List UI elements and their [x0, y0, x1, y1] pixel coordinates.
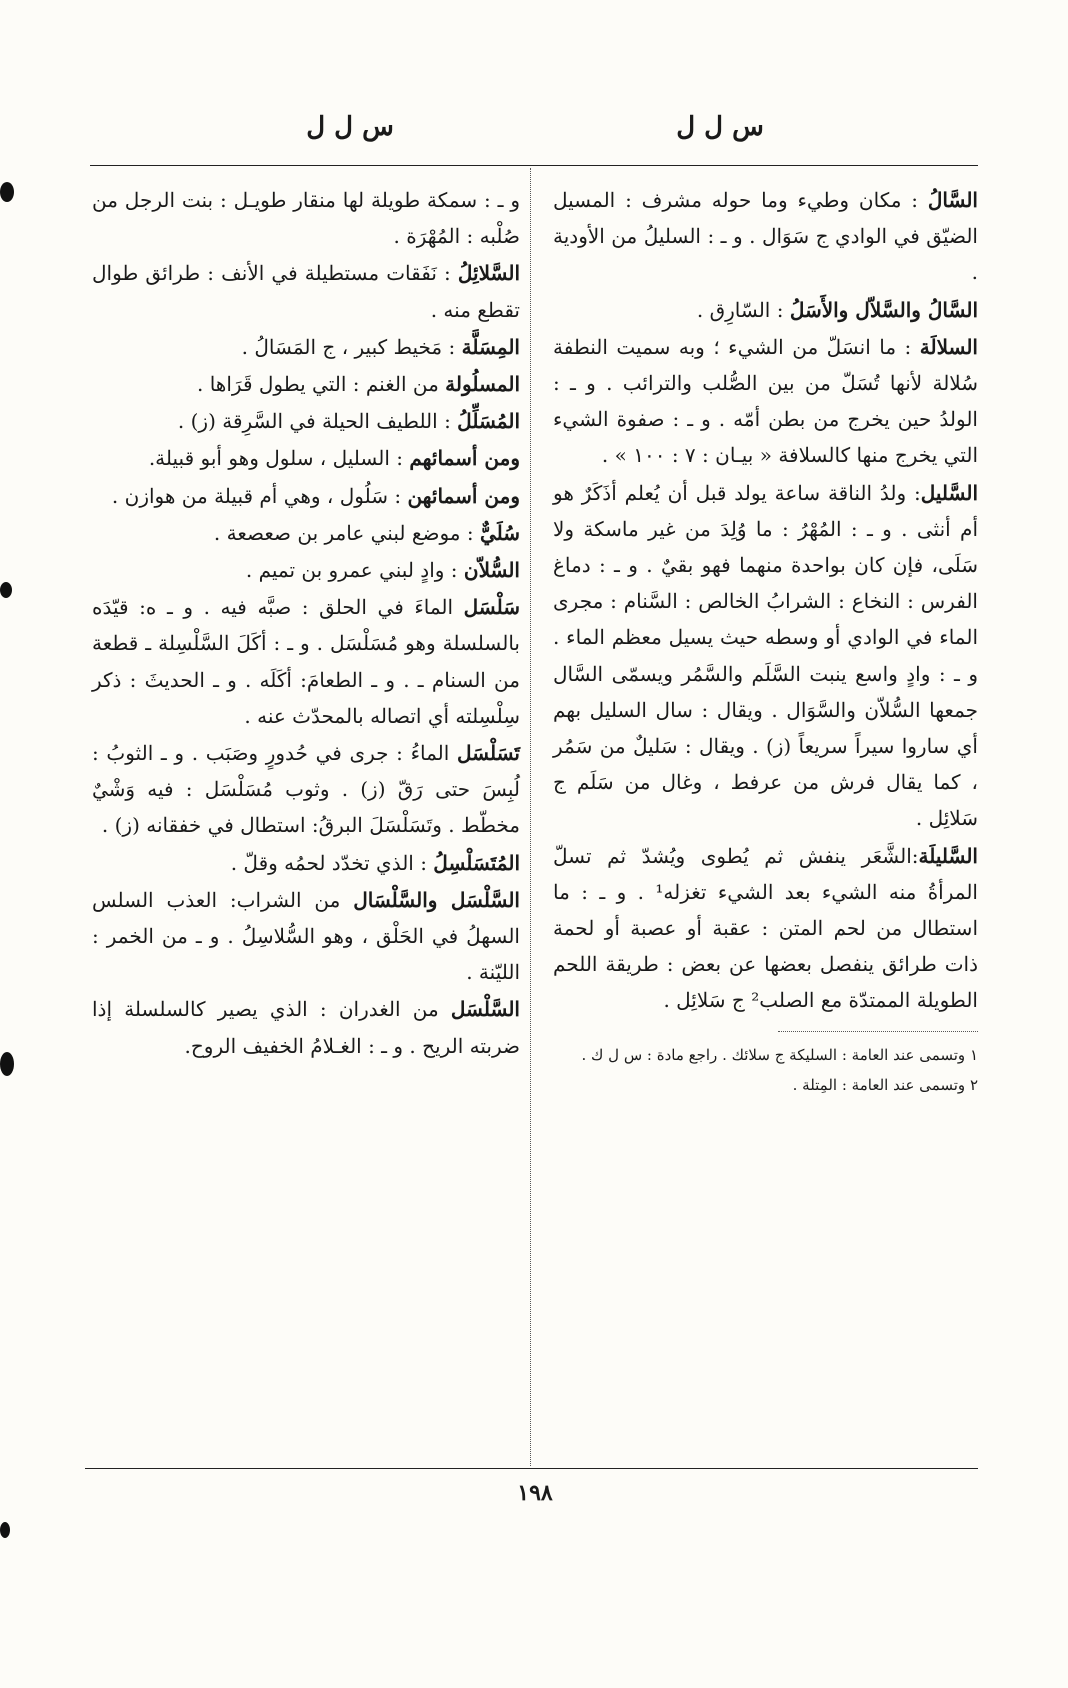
- definition: من الغدران : الذي يصير كالسلسلة إذا ضربته الريح . و ـ : الغـلامُ الخفيف الروح.: [92, 997, 520, 1058]
- headword: السَّليل: [920, 480, 978, 505]
- scan-blot: [0, 1052, 14, 1076]
- definition: : السّارِق .: [696, 297, 790, 322]
- definition: : نَفَقات مستطيلة في الأنف : طرائق طوال تقطع منه .: [92, 261, 520, 322]
- entry: [92, 182, 520, 254]
- entry: [92, 991, 520, 1063]
- entry: [553, 475, 978, 837]
- entry: [92, 552, 520, 588]
- definition: من الغنم : التي يطول قَرَاها .: [197, 372, 446, 397]
- headword: السَّالُ: [927, 188, 978, 212]
- headword: تَسَلْسَل: [456, 741, 520, 766]
- headword: السَّلْسَل: [450, 997, 520, 1022]
- headword: السُّلاّن: [463, 558, 520, 583]
- right-column: [553, 182, 978, 1100]
- definition: : مكان وطيء وما حوله مشرف : المسيل الضيّق في الوادي ج سَوَال . و ـ : السليلُ من الأودية .: [553, 188, 978, 285]
- definition: : اللطيف الحيلة في السَّرِقة (ز) .: [177, 409, 458, 434]
- headword: سَلْسَل: [463, 595, 520, 620]
- entry: [92, 403, 520, 439]
- scan-blot: [0, 182, 14, 202]
- definition: : مَخيط كبير ، ج المَسَالُ .: [241, 334, 462, 359]
- running-header-left: س ل ل: [306, 112, 394, 142]
- definition: : السليل ، سلول وهو أبو قبيلة.: [148, 446, 410, 471]
- headword: السَّلائِلُ: [457, 261, 520, 286]
- headword: المِسَلَّة: [461, 334, 520, 359]
- definition: : وادٍ لبني عمرو بن تميم .: [245, 558, 464, 583]
- left-column: [92, 182, 520, 1065]
- definition: : الذي تخدّد لحمُه وقلّ .: [230, 850, 434, 875]
- headword: السَّالُ والسَّلاّل والأَسَلُ: [789, 297, 978, 322]
- entry: [92, 515, 520, 551]
- entry: [92, 882, 520, 991]
- entry: [553, 292, 978, 328]
- entry: [92, 440, 520, 476]
- headword: ومن أسمائهم: [409, 446, 520, 471]
- entry: [553, 838, 978, 1019]
- running-header-right: س ل ل: [676, 112, 764, 142]
- definition: و ـ : سمكة طويلة لها منقار طويـل : بنت الرجل من صُلْبه : المُهْرَة .: [92, 188, 520, 249]
- entry: [553, 182, 978, 291]
- definition: الماءَ في الحلق : صبَّه فيه . و ـ ه: قيّدَه بالسلسلة وهو مُسَلْسَل . و ـ : أكَلَ السَّلْسِلة ـ قطعة من السنام ـ . و ـ الطعامَ: أكَلَه . و ـ الحديثَ : ذكر سِلْسِلته أي اتصاله بالمحدّث عنه .: [92, 595, 520, 728]
- entry: [92, 589, 520, 734]
- definition: : ما انسَلّ من الشيء ؛ وبه سميت النطفة سُلالة لأنها تُسَلّ من بين الصُّلب والترائب . و ـ : الولدُ حين يخرج من بطن أمّه . و ـ : صفوة الشيء التي يخرج منها كالسلافة « بيـان : ٧ : ١٠٠ » .: [553, 334, 978, 468]
- top-rule: [90, 165, 978, 166]
- page-number: ١٩٨: [517, 1480, 553, 1506]
- headword: المُتَسَلْسِلُ: [433, 850, 520, 875]
- definition: الماءُ : جرى في حُدورٍ وصَبَب . و ـ الثوبُ : لُبِسَ حتى رَقّ (ز) . وثوب مُسَلْسَل : فيه وَشْيٌ مخطّط . وتَسَلْسَلَ البرقُ: استطال في خفقانه (ز) .: [92, 741, 520, 838]
- headword: السلالَة: [919, 334, 978, 359]
- definition: من الشراب: العذب السلس السهلُ في الحَلْق ، وهو السُّلاسِلُ . و ـ من الخمر : الليّنة .: [92, 887, 520, 985]
- headword: ومن أسمائهن: [407, 483, 520, 508]
- bottom-rule: [85, 1468, 978, 1469]
- entry: [92, 366, 520, 402]
- scan-blot: [0, 582, 12, 598]
- scan-blot: [0, 1522, 10, 1538]
- footnote-rule: [778, 1031, 978, 1032]
- entry: [92, 735, 520, 844]
- entry: [553, 329, 978, 474]
- definition: :الشَّعَر ينفش ثم يُطوى ويُشدّ ثم تسلّ المرأةُ منه الشيء بعد الشيء تغزله¹ . و ـ : ما استطال من لحم المتن : عقبة أو عصبة أو لحمة ذات طرائق ينفصل بعضها عن بعض : طريقة اللحم الطويلة الممتدّة مع الصلب² ج سَلائِل .: [553, 843, 978, 1013]
- definition: : موضع لبني عامر بن صعصعة .: [213, 520, 480, 545]
- footnote: ٢ وتسمى عند العامة : المِتلة .: [792, 1075, 978, 1094]
- entry: [92, 255, 520, 327]
- footnote: ١ وتسمى عند العامة : السليكة ج سلائك . راجع مادة : س ل ك .: [581, 1045, 978, 1064]
- column-divider: [530, 168, 531, 1466]
- headword: السَّلْسَل والسَّلْسَال: [353, 887, 520, 912]
- entry: [92, 329, 520, 365]
- headword: السَّليلَة: [918, 843, 978, 868]
- entry: [92, 478, 520, 514]
- headword: المسلُولة: [445, 372, 520, 397]
- definition: : سَلُول ، وهي أم قبيلة من هوازن .: [111, 483, 408, 508]
- definition: : ولدُ الناقة ساعة يولد قبل أن يُعلم أذَكَرٌ هو أم أنثى . و ـ : المُهْرُ : ما وُلِدَ من غير ماسكة ولا سَلَى، فإن كان بواحدة منهما فهو بقيٌ . و ـ : دماغ الفرس : النخاع : الشرابُ الخالص : السَّنام : مجرى الماء في الوادي أو وسطه حيث يسيل معظم الماء . و ـ : وادٍ واسع ينبت السَّلَم والسَّمُر ويسمّى السَّال جمعها السُّلاّن والسَّوَال . ويقال : سال السليل بهم أي ساروا سيراً سريعاً (ز) . ويقال : سَليلٌ من سَمُر ، كما يقال فرش من عرفط ، وغال من سَلَم ج سَلائِل .: [553, 480, 978, 831]
- headword: سُلَيٌّ: [479, 520, 520, 545]
- headword: المُسَلِّلُ: [457, 409, 520, 434]
- entry: [92, 845, 520, 881]
